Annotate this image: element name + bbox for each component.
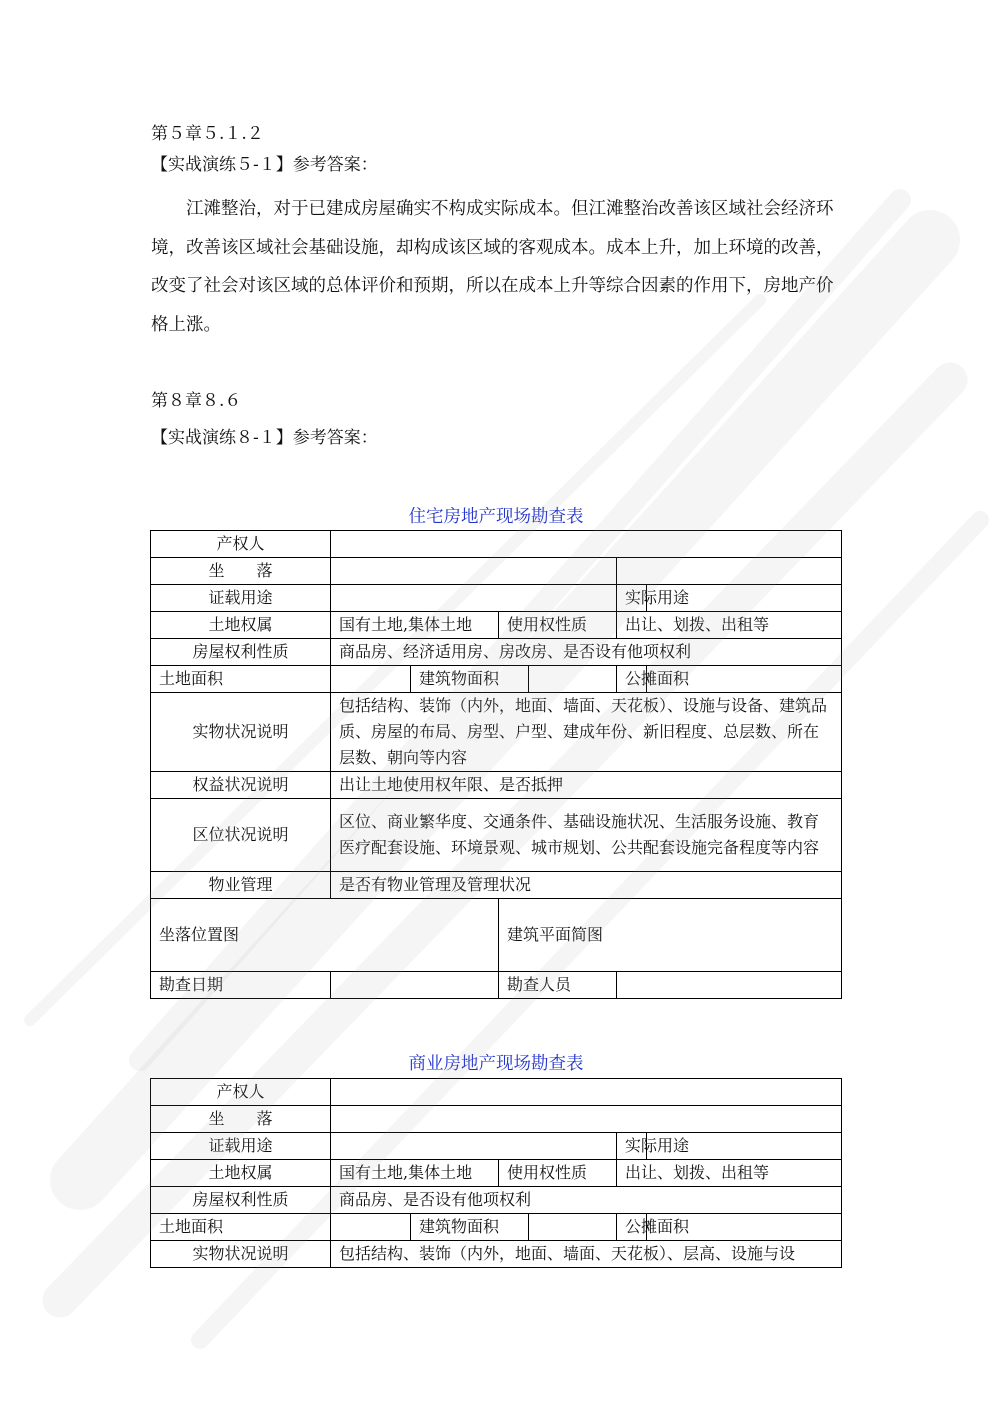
table-row bbox=[151, 872, 842, 899]
actual-use-label: 实际用途 bbox=[617, 1133, 647, 1160]
cert-use-label: 证载用途 bbox=[151, 585, 331, 612]
cert-use-value bbox=[331, 585, 617, 612]
actual-use-label: 实际用途 bbox=[617, 585, 647, 612]
commercial-table-title: 商业房地产现场勘查表 bbox=[408, 1054, 584, 1074]
table-row bbox=[151, 666, 842, 693]
land-ownership-value: 国有土地,集体土地 bbox=[331, 1160, 499, 1187]
owner-value bbox=[331, 1079, 842, 1106]
cert-use-value bbox=[331, 1133, 617, 1160]
land-area-label: 土地面积 bbox=[151, 1214, 331, 1241]
house-right-value: 商品房、经济适用房、房改房、是否设有他项权利 bbox=[331, 639, 842, 666]
shared-area-label: 公摊面积 bbox=[617, 1214, 647, 1241]
land-area-value bbox=[331, 1214, 411, 1241]
location-value-a bbox=[331, 558, 617, 585]
physical-value: 包括结构、装饰（内外，地面、墙面、天花板）、设施与设备、建筑品质、房屋的布局、房型、户型、建成年份、新旧程度、总层数、所在层数、朝向等内容 bbox=[331, 693, 842, 772]
land-ownership-label: 土地权属 bbox=[151, 612, 331, 639]
table-row bbox=[151, 1106, 842, 1133]
building-area-value bbox=[529, 1214, 617, 1241]
physical-label: 实物状况说明 bbox=[151, 1241, 331, 1268]
land-ownership-value: 国有土地,集体土地 bbox=[331, 612, 499, 639]
zone-label: 区位状况说明 bbox=[151, 799, 331, 872]
table-row bbox=[151, 531, 842, 558]
shared-area-label: 公摊面积 bbox=[617, 666, 647, 693]
residential-survey-table bbox=[150, 530, 842, 999]
location-value bbox=[331, 1106, 842, 1133]
floor-plan-cell: 建筑平面简图 bbox=[499, 899, 842, 972]
house-right-label: 房屋权利性质 bbox=[151, 639, 331, 666]
table-row bbox=[151, 1160, 842, 1187]
table-row bbox=[151, 612, 842, 639]
use-right-value: 出让、划拨、出租等 bbox=[617, 1160, 842, 1187]
survey-date-value bbox=[331, 972, 499, 999]
chapter5-exercise-title: 【实战演练５-１】参考答案： bbox=[151, 155, 378, 175]
table-row bbox=[151, 1187, 842, 1214]
location-value-b bbox=[617, 558, 842, 585]
building-area-label: 建筑物面积 bbox=[411, 1214, 529, 1241]
surveyor-label: 勘查人员 bbox=[499, 972, 617, 999]
owner-value bbox=[331, 531, 842, 558]
cert-use-label: 证载用途 bbox=[151, 1133, 331, 1160]
physical-label: 实物状况说明 bbox=[151, 693, 331, 772]
building-area-label: 建筑物面积 bbox=[411, 666, 529, 693]
table-row bbox=[151, 693, 842, 772]
chapter8-heading: 第８章８.６ bbox=[151, 391, 242, 411]
table-row bbox=[151, 639, 842, 666]
table-row bbox=[151, 1079, 842, 1106]
location-label: 坐 落 bbox=[151, 1106, 331, 1133]
use-right-value: 出让、划拨、出租等 bbox=[617, 612, 842, 639]
chapter5-answer-paragraph: 江滩整治，对于已建成房屋确实不构成实际成本。但江滩整治改善该区域社会经济环境，改善该区域社会基础设施，却构成该区域的客观成本。成本上升，加上环境的改善，改变了社会对该区域的总体评价和预期，所以在成本上升等综合因素的作用下，房地产价格上涨。 bbox=[151, 199, 834, 335]
use-right-label: 使用权性质 bbox=[499, 1160, 617, 1187]
survey-date-label: 勘查日期 bbox=[151, 972, 331, 999]
table-row bbox=[151, 1241, 842, 1268]
location-label: 坐 落 bbox=[151, 558, 331, 585]
table-row bbox=[151, 899, 842, 972]
table-row bbox=[151, 972, 842, 999]
table-row bbox=[151, 558, 842, 585]
rights-value: 出让土地使用权年限、是否抵押 bbox=[331, 772, 842, 799]
table-row bbox=[151, 585, 842, 612]
table-row bbox=[151, 1214, 842, 1241]
commercial-survey-table bbox=[150, 1078, 842, 1268]
land-area-label: 土地面积 bbox=[151, 666, 331, 693]
property-mgmt-value: 是否有物业管理及管理状况 bbox=[331, 872, 842, 899]
table-row bbox=[151, 799, 842, 872]
chapter8-exercise-title: 【实战演练８-１】参考答案： bbox=[151, 428, 378, 448]
surveyor-value bbox=[617, 972, 842, 999]
table-row bbox=[151, 772, 842, 799]
table-row bbox=[151, 1133, 842, 1160]
house-right-label: 房屋权利性质 bbox=[151, 1187, 331, 1214]
building-area-value bbox=[529, 666, 617, 693]
land-ownership-label: 土地权属 bbox=[151, 1160, 331, 1187]
owner-label: 产权人 bbox=[151, 1079, 331, 1106]
zone-value: 区位、商业繁华度、交通条件、基础设施状况、生活服务设施、教育医疗配套设施、环境景观、城市规划、公共配套设施完备程度等内容 bbox=[331, 799, 842, 872]
property-mgmt-label: 物业管理 bbox=[151, 872, 331, 899]
owner-label: 产权人 bbox=[151, 531, 331, 558]
house-right-value: 商品房、是否设有他项权利 bbox=[331, 1187, 842, 1214]
chapter5-heading: 第５章５.１.２ bbox=[151, 124, 264, 144]
residential-table-title: 住宅房地产现场勘查表 bbox=[408, 507, 584, 527]
land-area-value bbox=[331, 666, 411, 693]
physical-value: 包括结构、装饰（内外，地面、墙面、天花板）、层高、设施与设 bbox=[331, 1241, 842, 1268]
rights-label: 权益状况说明 bbox=[151, 772, 331, 799]
location-map-cell: 坐落位置图 bbox=[151, 899, 499, 972]
use-right-label: 使用权性质 bbox=[499, 612, 617, 639]
